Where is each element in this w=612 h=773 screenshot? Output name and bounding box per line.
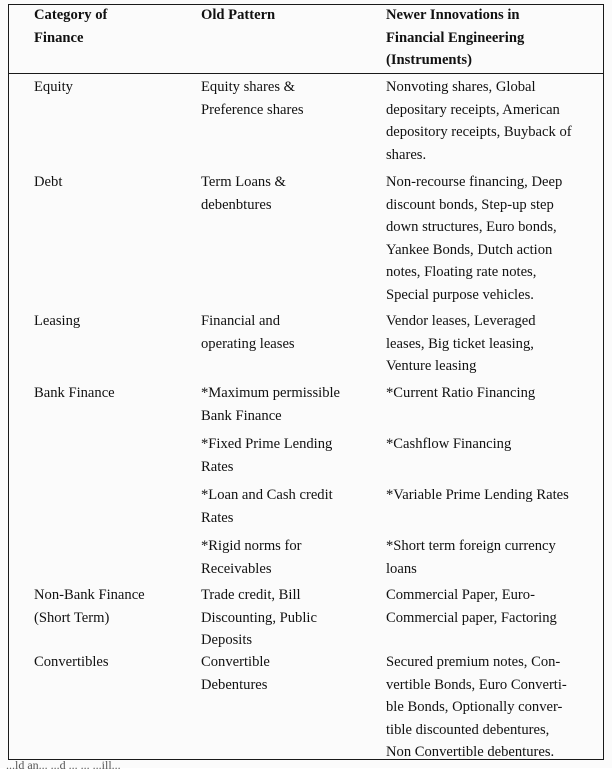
row-debt-category: Debt — [34, 174, 63, 190]
row-debt-newer: Non-recourse financing, Deep discount bonds, Step-up step down structures, Euro bonds, Yankee Bonds, Dutch action notes, Floating rate notes, Special purpose vehicles. — [386, 174, 563, 303]
row-bank-finance-newer-1: *Current Ratio Financing — [386, 385, 536, 401]
row-non-bank-finance-newer: Commercial Paper, Euro- Commercial paper, Factoring — [386, 587, 557, 626]
cut-off-text-line: ...ld an... ...d ... ... ...ill... — [6, 758, 121, 772]
row-bank-finance-old-3: *Loan and Cash credit Rates — [201, 487, 333, 526]
table-right-border — [603, 4, 604, 760]
header-rule — [8, 73, 604, 74]
header-category: Category of Finance — [34, 7, 108, 46]
row-leasing-category: Leasing — [34, 313, 81, 329]
row-bank-finance-old-4: *Rigid norms for Receivables — [201, 538, 302, 577]
row-debt-old: Term Loans & debenbtures — [201, 174, 286, 213]
row-equity-category: Equity — [34, 79, 73, 95]
row-bank-finance-newer-2: *Cashflow Financing — [386, 436, 512, 452]
row-bank-finance-newer-4: *Short term foreign currency loans — [386, 538, 556, 577]
row-equity-newer: Nonvoting shares, Global depositary receipts, American depository receipts, Buyback of shares. — [386, 79, 572, 163]
row-bank-finance-old-1: *Maximum permissible Bank Finance — [201, 385, 341, 424]
row-convertibles-newer: Secured premium notes, Con- vertible Bonds, Euro Converti- ble Bonds, Optionally conver- tible discounted debentures, Non Convertible debentures. — [386, 654, 567, 760]
row-bank-finance-category: Bank Finance — [34, 385, 115, 401]
header-old-pattern: Old Pattern — [201, 7, 276, 23]
row-convertibles-category: Convertibles — [34, 654, 109, 670]
row-leasing-newer: Vendor leases, Leveraged leases, Big ticket leasing, Venture leasing — [386, 313, 536, 374]
row-non-bank-finance-old: Trade credit, Bill Discounting, Public Deposits — [201, 587, 317, 648]
row-bank-finance-newer-3: *Variable Prime Lending Rates — [386, 487, 569, 503]
header-newer-innovations: Newer Innovations in Financial Engineering (Instruments) — [386, 7, 525, 68]
row-convertibles-old: Convertible Debentures — [201, 654, 270, 693]
row-non-bank-finance-category: Non-Bank Finance (Short Term) — [34, 587, 145, 626]
row-leasing-old: Financial and operating leases — [201, 313, 295, 352]
row-equity-old: Equity shares & Preference shares — [201, 79, 304, 118]
table-left-border — [8, 4, 9, 760]
row-bank-finance-old-2: *Fixed Prime Lending Rates — [201, 436, 333, 475]
